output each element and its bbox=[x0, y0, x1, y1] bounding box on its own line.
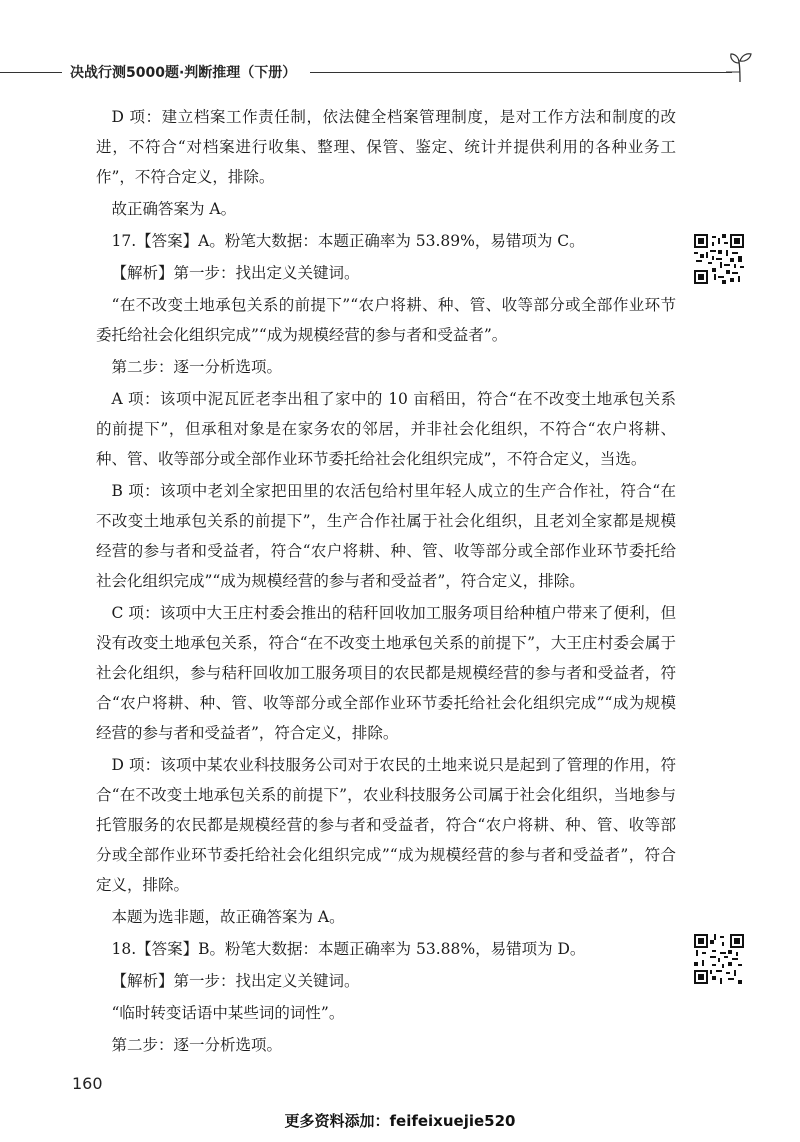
paragraph-option-d-archive: D 项：建立档案工作责任制，依法健全档案管理制度，是对工作方法和制度的改进，不符合“对档案进行收集、整理、保管、鉴定、统计并提供利用的各种业务工作”，不符合定义，排除。 bbox=[96, 108, 676, 186]
paragraph-step2-17: 第二步：逐一分析选项。 bbox=[111, 358, 283, 376]
page-number: 160 bbox=[72, 1074, 103, 1093]
paragraph-option-a-17: A 项：该项中泥瓦匠老李出租了家中的 10 亩稻田，符合“在不改变土地承包关系的前提下”，但承租对象是在家务农的邻居，并非社会化组织，不符合“农户将耕、种、管、收等部分或全部作业环节委托给社会化组织完成”，不符合定义，当选。 bbox=[96, 390, 676, 468]
paragraph-keywords-18: “临时转变话语中某些词的词性”。 bbox=[111, 1004, 345, 1022]
paragraph-analysis-17: 【解析】第一步：找出定义关键词。 bbox=[111, 264, 360, 282]
paragraph-option-d-17: D 项：该项中某农业科技服务公司对于农民的土地来说只是起到了管理的作用，符合“在不改变土地承包关系的前提下”，农业科技服务公司属于社会化组织，当地参与托管服务的农民都是规模经营的参与者和受益者，符合“农户将耕、种、管、收等部分或全部作业环节委托给社会化组织完成”“成为规模经营的参与者和受益者”，符合定义，排除。 bbox=[96, 756, 676, 894]
paragraph-answer-17: 17.【答案】A。粉笔大数据：本题正确率为 53.89%，易错项为 C。 bbox=[111, 232, 585, 250]
paragraph-option-b-17: B 项：该项中老刘全家把田里的农活包给村里年轻人成立的生产合作社，符合“在不改变土地承包关系的前提下”，生产合作社属于社会化组织，且老刘全家都是规模经营的参与者和受益者，符合“农户将耕、种、管、收等部分或全部作业环节委托给社会化组织完成”“成为规模经营的参与者和受益者”，符合定义，排除。 bbox=[96, 482, 676, 590]
paragraph-option-c-17: C 项：该项中大王庄村委会推出的秸秆回收加工服务项目给种植户带来了便利，但没有改变土地承包关系，符合“在不改变土地承包关系的前提下”，大王庄村委会属于社会化组织，参与秸秆回收加工服务项目的农民都是规模经营的参与者和受益者，符合“农户将耕、种、管、收等部分或全部作业环节委托给社会化组织完成”“成为规模经营的参与者和受益者”，符合定义，排除。 bbox=[96, 604, 676, 742]
paragraph-conclusion-16: 故正确答案为 A。 bbox=[111, 200, 237, 218]
qr-code-question-17 bbox=[694, 234, 744, 284]
paragraph-keywords-17: “在不改变土地承包关系的前提下”“农户将耕、种、管、收等部分或全部作业环节委托给社会化组织完成”“成为规模经营的参与者和受益者”。 bbox=[96, 296, 676, 344]
sprout-icon bbox=[726, 48, 754, 84]
book-title: 决战行测5000题·判断推理（下册） bbox=[70, 65, 297, 81]
paragraph-analysis-18: 【解析】第一步：找出定义关键词。 bbox=[111, 972, 360, 990]
paragraph-conclusion-17: 本题为选非题，故正确答案为 A。 bbox=[111, 908, 345, 926]
footer-contact-note: 更多资料添加：feifeixuejie520 bbox=[284, 1112, 516, 1130]
qr-code-question-18 bbox=[694, 934, 744, 984]
running-header bbox=[0, 58, 800, 88]
header-rule-right bbox=[310, 72, 732, 73]
answer-explanation-body bbox=[96, 102, 676, 1062]
paragraph-step2-18: 第二步：逐一分析选项。 bbox=[111, 1036, 283, 1054]
header-rule-left bbox=[0, 72, 62, 73]
paragraph-answer-18: 18.【答案】B。粉笔大数据：本题正确率为 53.88%，易错项为 D。 bbox=[111, 940, 586, 958]
